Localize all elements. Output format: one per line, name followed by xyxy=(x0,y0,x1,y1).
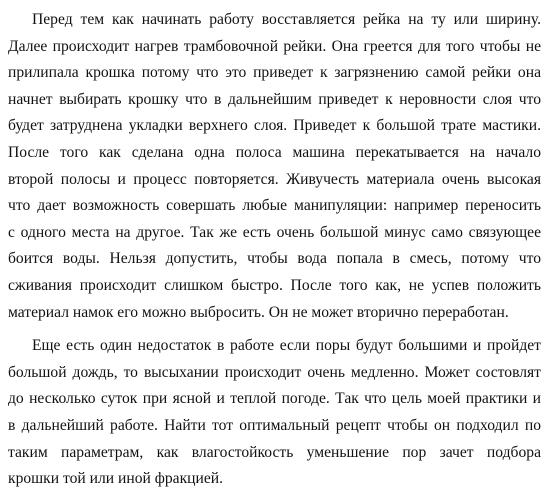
text-line: что дает возможность совершать любые манипуляции: например переносить xyxy=(8,197,541,215)
text-line: материал намок его можно выбросить. Он не может вторично переработан. xyxy=(8,303,509,321)
paragraph-2 xyxy=(8,333,541,493)
text-line: до несколько суток при ясной и теплой погоде. Так что цель моей практики и xyxy=(8,390,541,408)
text-line: с одного места на другое. Так же есть очень большой минус само связующее xyxy=(8,223,541,241)
text-line: большой дождь, то высыхании происходит очень медленно. Может состовлят xyxy=(8,363,541,381)
text-line: крошки той или иной фракцией. xyxy=(8,470,224,488)
text-line: После того как сделана одна полоса машина перекатывается на начало xyxy=(8,143,541,161)
text-line: в дальнейший работе. Найти тот оптимальный рецепт чтобы он подходил по xyxy=(8,416,541,434)
text-line: боится воды. Нельзя допустить, чтобы вода попала в смесь, потому что xyxy=(8,250,541,268)
text-line: Перед тем как начинать работу восставляется рейка на ту или ширину. xyxy=(32,11,541,28)
text-line: Далее происходит нагрев трамбовочной рейки. Она греется для того чтобы не xyxy=(8,37,541,55)
text-line: Еще есть один недостаток в работе если поры будут большими и пройдет xyxy=(32,337,541,355)
text-line: начнет выбирать крошку что в дальнейшим приведет к неровности слоя что xyxy=(8,90,541,108)
text-line: второй полосы и процесс повторяется. Живучесть материала очень высокая xyxy=(8,170,541,188)
paragraph-spacer xyxy=(8,326,541,333)
paragraph-1 xyxy=(8,7,541,326)
text-line: будет затруднена укладки верхнего слоя. Приведет к большой трате мастики. xyxy=(8,117,541,135)
text-line: сживания происходит слишком быстро. После того как, не успев положить xyxy=(8,276,541,294)
text-line: прилипала крошка потому что это приведет к загрязнению самой рейки она xyxy=(8,64,541,82)
text-line: таким параметрам, как влагостойкость уменьшение пор зачет подбора xyxy=(8,443,541,461)
